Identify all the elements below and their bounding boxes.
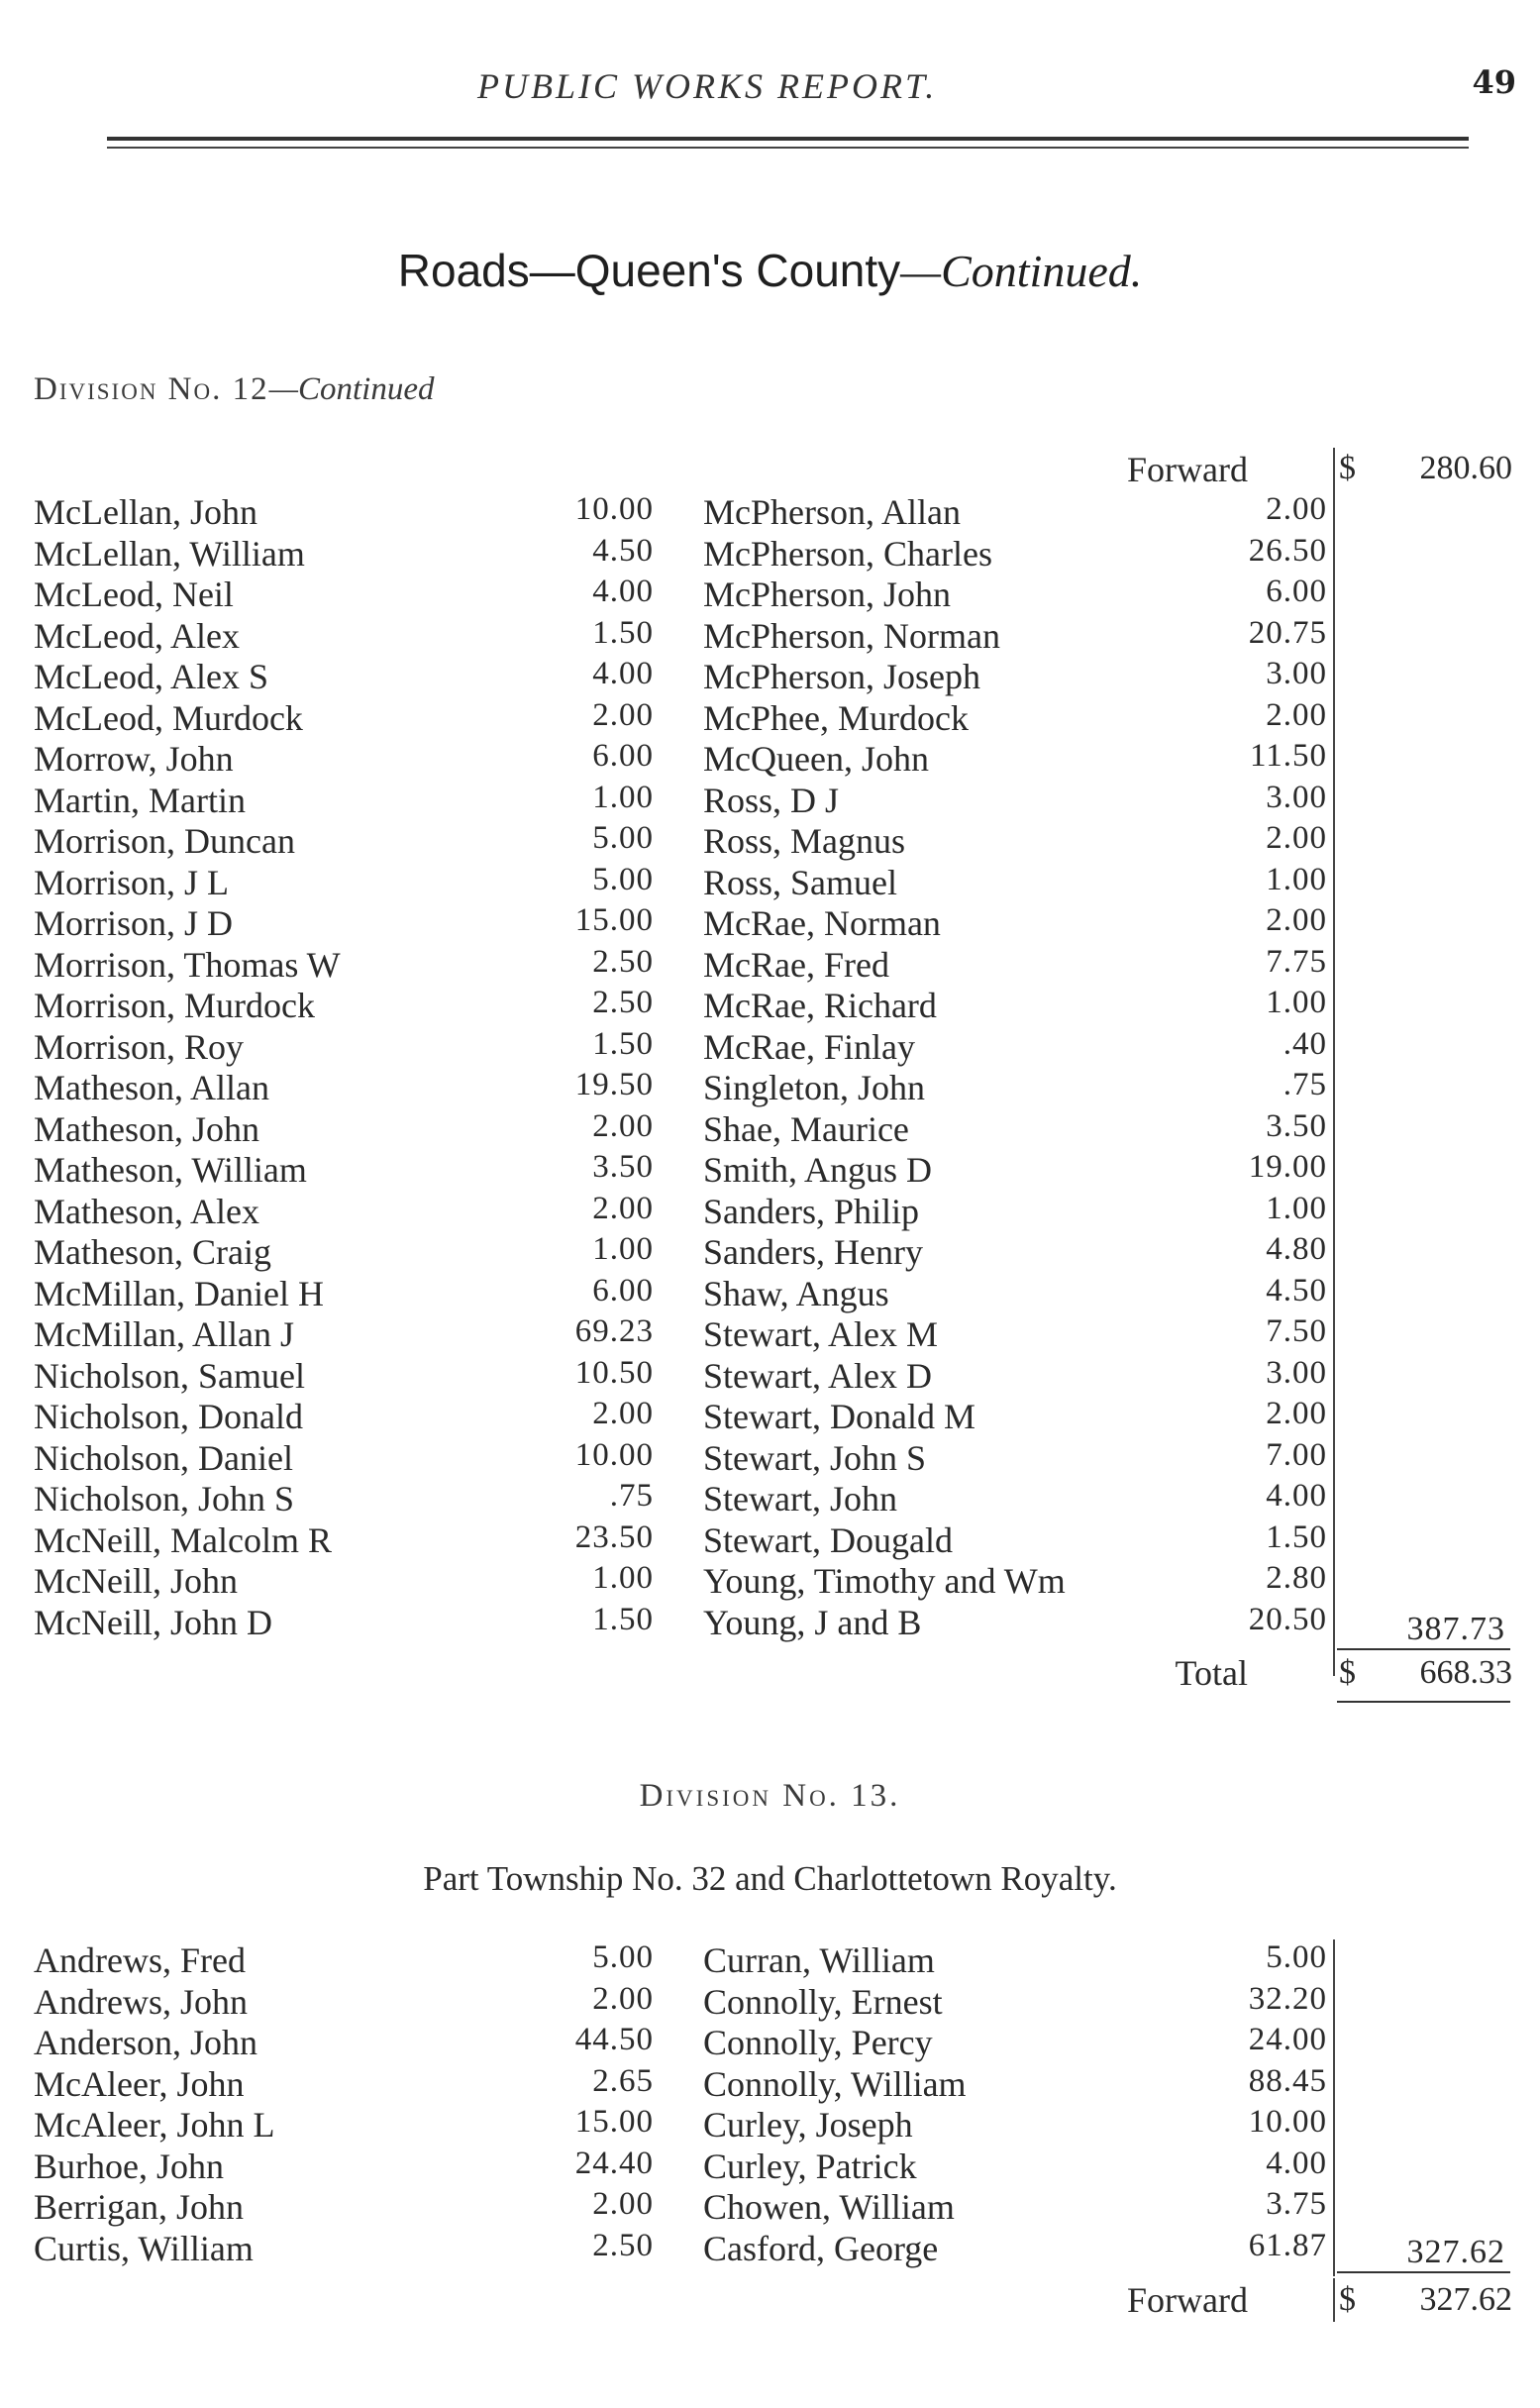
left-name: Morrison, Thomas W: [34, 944, 341, 985]
left-name: Nicholson, John S: [34, 1479, 295, 1518]
left-amount: 1.00: [592, 1231, 654, 1267]
left-amount: 1.50: [592, 1025, 654, 1062]
right-amount: 2.00: [1266, 1396, 1327, 1431]
left-name: Nicholson, Samuel: [34, 1355, 305, 1396]
left-amount: 2.00: [592, 1107, 654, 1144]
left-name: Martin, Martin: [34, 780, 246, 820]
left-name: Nicholson, Donald: [34, 1397, 303, 1436]
left-name: McLellan, John: [34, 492, 257, 532]
right-amount: 20.50: [1248, 1601, 1327, 1637]
right-name: Connolly, Percy: [703, 2023, 933, 2062]
table-row: [0, 1519, 1540, 1561]
forward-label-bottom: Forward: [1127, 2280, 1248, 2320]
left-name: Morrison, Duncan: [34, 821, 295, 861]
right-amount: 7.75: [1266, 943, 1327, 980]
left-name: Morrison, Murdock: [34, 986, 315, 1025]
left-amount: 10.50: [574, 1354, 654, 1391]
table-row: [0, 574, 1540, 615]
right-name: Curley, Patrick: [703, 2146, 917, 2186]
left-amount: 1.50: [592, 614, 654, 651]
table-row: [0, 1149, 1540, 1191]
right-amount: 1.00: [1266, 861, 1327, 897]
division-12-heading-main: Division No. 12: [34, 371, 269, 407]
page-header: [0, 61, 1540, 121]
table-row: [0, 1396, 1540, 1437]
left-name: McLeod, Alex S: [34, 657, 268, 696]
right-name: McPherson, Norman: [703, 615, 1000, 656]
right-name: McRae, Finlay: [703, 1026, 915, 1067]
right-name: McPherson, Charles: [703, 533, 992, 574]
left-name: McAleer, John L: [34, 2105, 275, 2145]
table-row: [0, 780, 1540, 821]
left-amount: 4.50: [592, 532, 654, 569]
forward-value-bottom: 327.62: [1419, 2281, 1512, 2318]
table-row: [0, 1560, 1540, 1602]
right-name: McRae, Norman: [703, 903, 941, 943]
left-name: Andrews, Fred: [34, 1940, 246, 1980]
right-amount: 88.45: [1248, 2062, 1327, 2099]
left-amount: 5.00: [592, 1939, 654, 1975]
right-name: Stewart, John S: [703, 1437, 926, 1478]
right-amount: 4.50: [1266, 1272, 1327, 1309]
right-amount: 32.20: [1248, 1980, 1327, 2017]
left-amount: 3.50: [592, 1149, 654, 1185]
right-name: McRae, Fred: [703, 944, 889, 985]
left-amount: 1.00: [592, 779, 654, 815]
right-amount: 20.75: [1248, 614, 1327, 651]
division-12-heading: [34, 371, 434, 408]
right-amount: 4.00: [1266, 1478, 1327, 1514]
table-row: [0, 1067, 1540, 1108]
left-amount: 1.00: [592, 1560, 654, 1596]
right-name: Connolly, William: [703, 2063, 967, 2104]
left-amount: 5.00: [592, 820, 654, 856]
left-amount: 10.00: [574, 491, 654, 527]
left-amount: 4.00: [592, 574, 654, 609]
right-name: Stewart, Alex D: [703, 1355, 932, 1396]
right-amount: 4.80: [1266, 1231, 1327, 1267]
table-row: [0, 697, 1540, 739]
right-amount: 1.00: [1266, 1190, 1327, 1226]
right-amount: 3.00: [1266, 779, 1327, 815]
left-name: McMillan, Daniel H: [34, 1273, 324, 1313]
right-amount: 7.00: [1266, 1436, 1327, 1473]
left-amount: 1.50: [592, 1601, 654, 1637]
section-title-continued: —Continued.: [900, 246, 1143, 296]
right-name: Ross, Samuel: [703, 862, 898, 902]
right-name: Shaw, Angus: [703, 1273, 889, 1313]
right-name: Stewart, John: [703, 1479, 897, 1518]
forward-bottom-rule: [1333, 2278, 1335, 2322]
table-row: [0, 944, 1540, 986]
table-row: [0, 1939, 1540, 1981]
right-amount: .40: [1283, 1025, 1327, 1062]
left-amount: 24.40: [574, 2145, 654, 2181]
section-title: [0, 244, 1540, 297]
left-name: McLellan, William: [34, 533, 305, 574]
left-amount: 2.00: [592, 1190, 654, 1226]
table-row: [0, 862, 1540, 903]
right-name: Young, Timothy and Wm: [703, 1561, 1066, 1601]
right-name: Sanders, Philip: [703, 1191, 920, 1231]
right-name: Ross, D J: [703, 780, 840, 820]
left-name: McAleer, John: [34, 2063, 245, 2104]
left-amount: 6.00: [592, 1272, 654, 1309]
left-name: Morrison, J L: [34, 862, 229, 902]
left-name: Matheson, John: [34, 1108, 259, 1149]
division-13-heading: Division No. 13.: [639, 1778, 901, 1814]
header-rule-thick: [107, 137, 1469, 141]
left-amount: 15.00: [574, 2104, 654, 2140]
table-row: [0, 1981, 1540, 2023]
right-amount: 6.00: [1266, 574, 1327, 609]
table-row: [0, 615, 1540, 657]
table-row: [0, 2104, 1540, 2146]
right-amount: 19.00: [1248, 1149, 1327, 1185]
total-label: Total: [1175, 1653, 1248, 1693]
right-amount: 24.00: [1248, 2022, 1327, 2057]
total-currency: $: [1339, 1654, 1356, 1691]
left-amount: 69.23: [574, 1313, 654, 1349]
left-amount: 5.00: [592, 861, 654, 897]
table-row: [0, 985, 1540, 1026]
right-name: Stewart, Alex M: [703, 1314, 938, 1354]
right-name: Ross, Magnus: [703, 821, 906, 861]
table-row: [0, 1478, 1540, 1519]
left-amount: 2.00: [592, 696, 654, 733]
left-name: McLeod, Murdock: [34, 697, 303, 738]
table-row: [0, 2186, 1540, 2228]
total-amount: [1339, 1654, 1512, 1696]
running-title: PUBLIC WORKS REPORT.: [477, 66, 938, 106]
forward-currency-bottom: $: [1339, 2281, 1356, 2318]
left-name: McNeill, John: [34, 1561, 238, 1601]
right-amount: 2.00: [1266, 820, 1327, 856]
left-name: Curtis, William: [34, 2228, 254, 2268]
left-name: McLeod, Neil: [34, 575, 234, 614]
division-13-subtotal: 327.62: [1406, 2234, 1505, 2270]
left-amount: 10.00: [574, 1436, 654, 1473]
table-row: [0, 902, 1540, 944]
subtotal-rule-13: [1337, 2271, 1510, 2273]
left-name: Matheson, Allan: [34, 1068, 269, 1107]
left-name: Morrison, Roy: [34, 1026, 245, 1067]
table-row: [0, 2022, 1540, 2063]
right-amount: 3.50: [1266, 1107, 1327, 1144]
table-row: [0, 533, 1540, 575]
right-amount: 61.87: [1248, 2227, 1327, 2263]
left-name: Matheson, Alex: [34, 1191, 259, 1231]
left-name: Nicholson, Daniel: [34, 1437, 293, 1478]
left-name: McMillan, Allan J: [34, 1314, 294, 1354]
division-12-subtotal: 387.73: [1406, 1611, 1505, 1647]
table-row: [0, 2228, 1540, 2269]
right-name: Curley, Joseph: [703, 2105, 913, 2145]
right-name: Stewart, Donald M: [703, 1397, 975, 1436]
right-name: Stewart, Dougald: [703, 1519, 953, 1560]
table-row: [0, 1108, 1540, 1150]
left-name: Berrigan, John: [34, 2187, 244, 2227]
left-amount: 2.00: [592, 1980, 654, 2017]
right-name: Shae, Maurice: [703, 1108, 909, 1149]
right-name: Curran, William: [703, 1940, 935, 1980]
table-row: [0, 656, 1540, 697]
table-row: [0, 1437, 1540, 1479]
left-amount: 15.00: [574, 902, 654, 938]
right-amount: 1.00: [1266, 985, 1327, 1020]
forward-value-top: 280.60: [1419, 450, 1512, 486]
right-name: McPhee, Murdock: [703, 697, 969, 738]
right-amount: 26.50: [1248, 532, 1327, 569]
right-amount: 10.00: [1248, 2104, 1327, 2140]
right-name: Singleton, John: [703, 1068, 926, 1107]
left-amount: 2.00: [592, 1396, 654, 1431]
left-amount: .75: [609, 1478, 654, 1514]
table-row: [0, 2063, 1540, 2105]
table-row: [0, 738, 1540, 780]
left-amount: 4.00: [592, 656, 654, 691]
right-name: Connolly, Ernest: [703, 1981, 943, 2022]
left-name: Morrow, John: [34, 739, 234, 779]
left-name: Matheson, William: [34, 1150, 307, 1190]
right-name: McQueen, John: [703, 739, 929, 779]
table-row: [0, 2146, 1540, 2187]
left-amount: 6.00: [592, 738, 654, 774]
right-amount: 2.00: [1266, 902, 1327, 938]
right-name: Smith, Angus D: [703, 1150, 933, 1190]
right-name: Chowen, William: [703, 2187, 955, 2227]
table-row: [0, 1355, 1540, 1397]
left-name: McLeod, Alex: [34, 615, 240, 656]
right-name: McPherson, John: [703, 575, 951, 614]
left-amount: 2.65: [592, 2062, 654, 2099]
right-amount: 3.75: [1266, 2186, 1327, 2222]
right-name: Casford, George: [703, 2228, 939, 2268]
left-name: Anderson, John: [34, 2023, 257, 2062]
right-amount: 1.50: [1266, 1518, 1327, 1555]
left-amount: 2.50: [592, 2227, 654, 2263]
right-amount: 4.00: [1266, 2145, 1327, 2181]
forward-amount-bottom: [1339, 2281, 1512, 2323]
left-amount: 19.50: [574, 1067, 654, 1102]
right-amount: 3.00: [1266, 1354, 1327, 1391]
right-amount: 5.00: [1266, 1939, 1327, 1975]
left-amount: 2.50: [592, 985, 654, 1020]
table-row: [0, 1231, 1540, 1273]
left-name: Matheson, Craig: [34, 1232, 271, 1272]
left-amount: 23.50: [574, 1518, 654, 1555]
table-row: [0, 1313, 1540, 1355]
right-amount: 2.80: [1266, 1560, 1327, 1596]
table-row: [0, 820, 1540, 862]
section-title-main: Roads—Queen's County: [397, 245, 901, 296]
left-name: McNeill, Malcolm R: [34, 1519, 332, 1560]
forward-amount-top: [1339, 450, 1512, 491]
left-name: McNeill, John D: [34, 1602, 272, 1642]
table-row: [0, 1273, 1540, 1314]
table-row: [0, 1026, 1540, 1068]
right-amount: 7.50: [1266, 1313, 1327, 1349]
right-name: McPherson, Allan: [703, 492, 961, 532]
left-name: Morrison, J D: [34, 903, 234, 943]
left-amount: 2.00: [592, 2186, 654, 2222]
right-amount: .75: [1283, 1067, 1327, 1102]
subtotal-rule-12: [1337, 1648, 1510, 1650]
right-amount: 2.00: [1266, 491, 1327, 527]
right-name: McRae, Richard: [703, 986, 937, 1025]
division-12-total-row: [0, 1652, 1540, 1702]
left-name: Andrews, John: [34, 1981, 248, 2022]
table-row: [0, 1602, 1540, 1643]
left-name: Burhoe, John: [34, 2146, 224, 2186]
forward-label-top: Forward: [1127, 450, 1248, 489]
left-amount: 44.50: [574, 2022, 654, 2057]
division-12-heading-continued: —Continued: [268, 371, 435, 407]
right-amount: 11.50: [1249, 738, 1327, 774]
forward-currency-top: $: [1339, 450, 1356, 486]
table-row: [0, 1191, 1540, 1232]
total-rule: [1337, 1701, 1510, 1703]
header-rule-thin: [107, 147, 1469, 149]
page-number: 49: [1472, 63, 1516, 101]
right-name: Young, J and B: [703, 1602, 922, 1642]
right-name: McPherson, Joseph: [703, 657, 980, 696]
division-13-subheading: Part Township No. 32 and Charlottetown Royalty.: [423, 1859, 1117, 1898]
table-row: [0, 491, 1540, 533]
total-value: 668.33: [1419, 1654, 1512, 1691]
right-name: Sanders, Henry: [703, 1232, 923, 1272]
right-amount: 2.00: [1266, 696, 1327, 733]
right-amount: 3.00: [1266, 656, 1327, 691]
left-amount: 2.50: [592, 943, 654, 980]
